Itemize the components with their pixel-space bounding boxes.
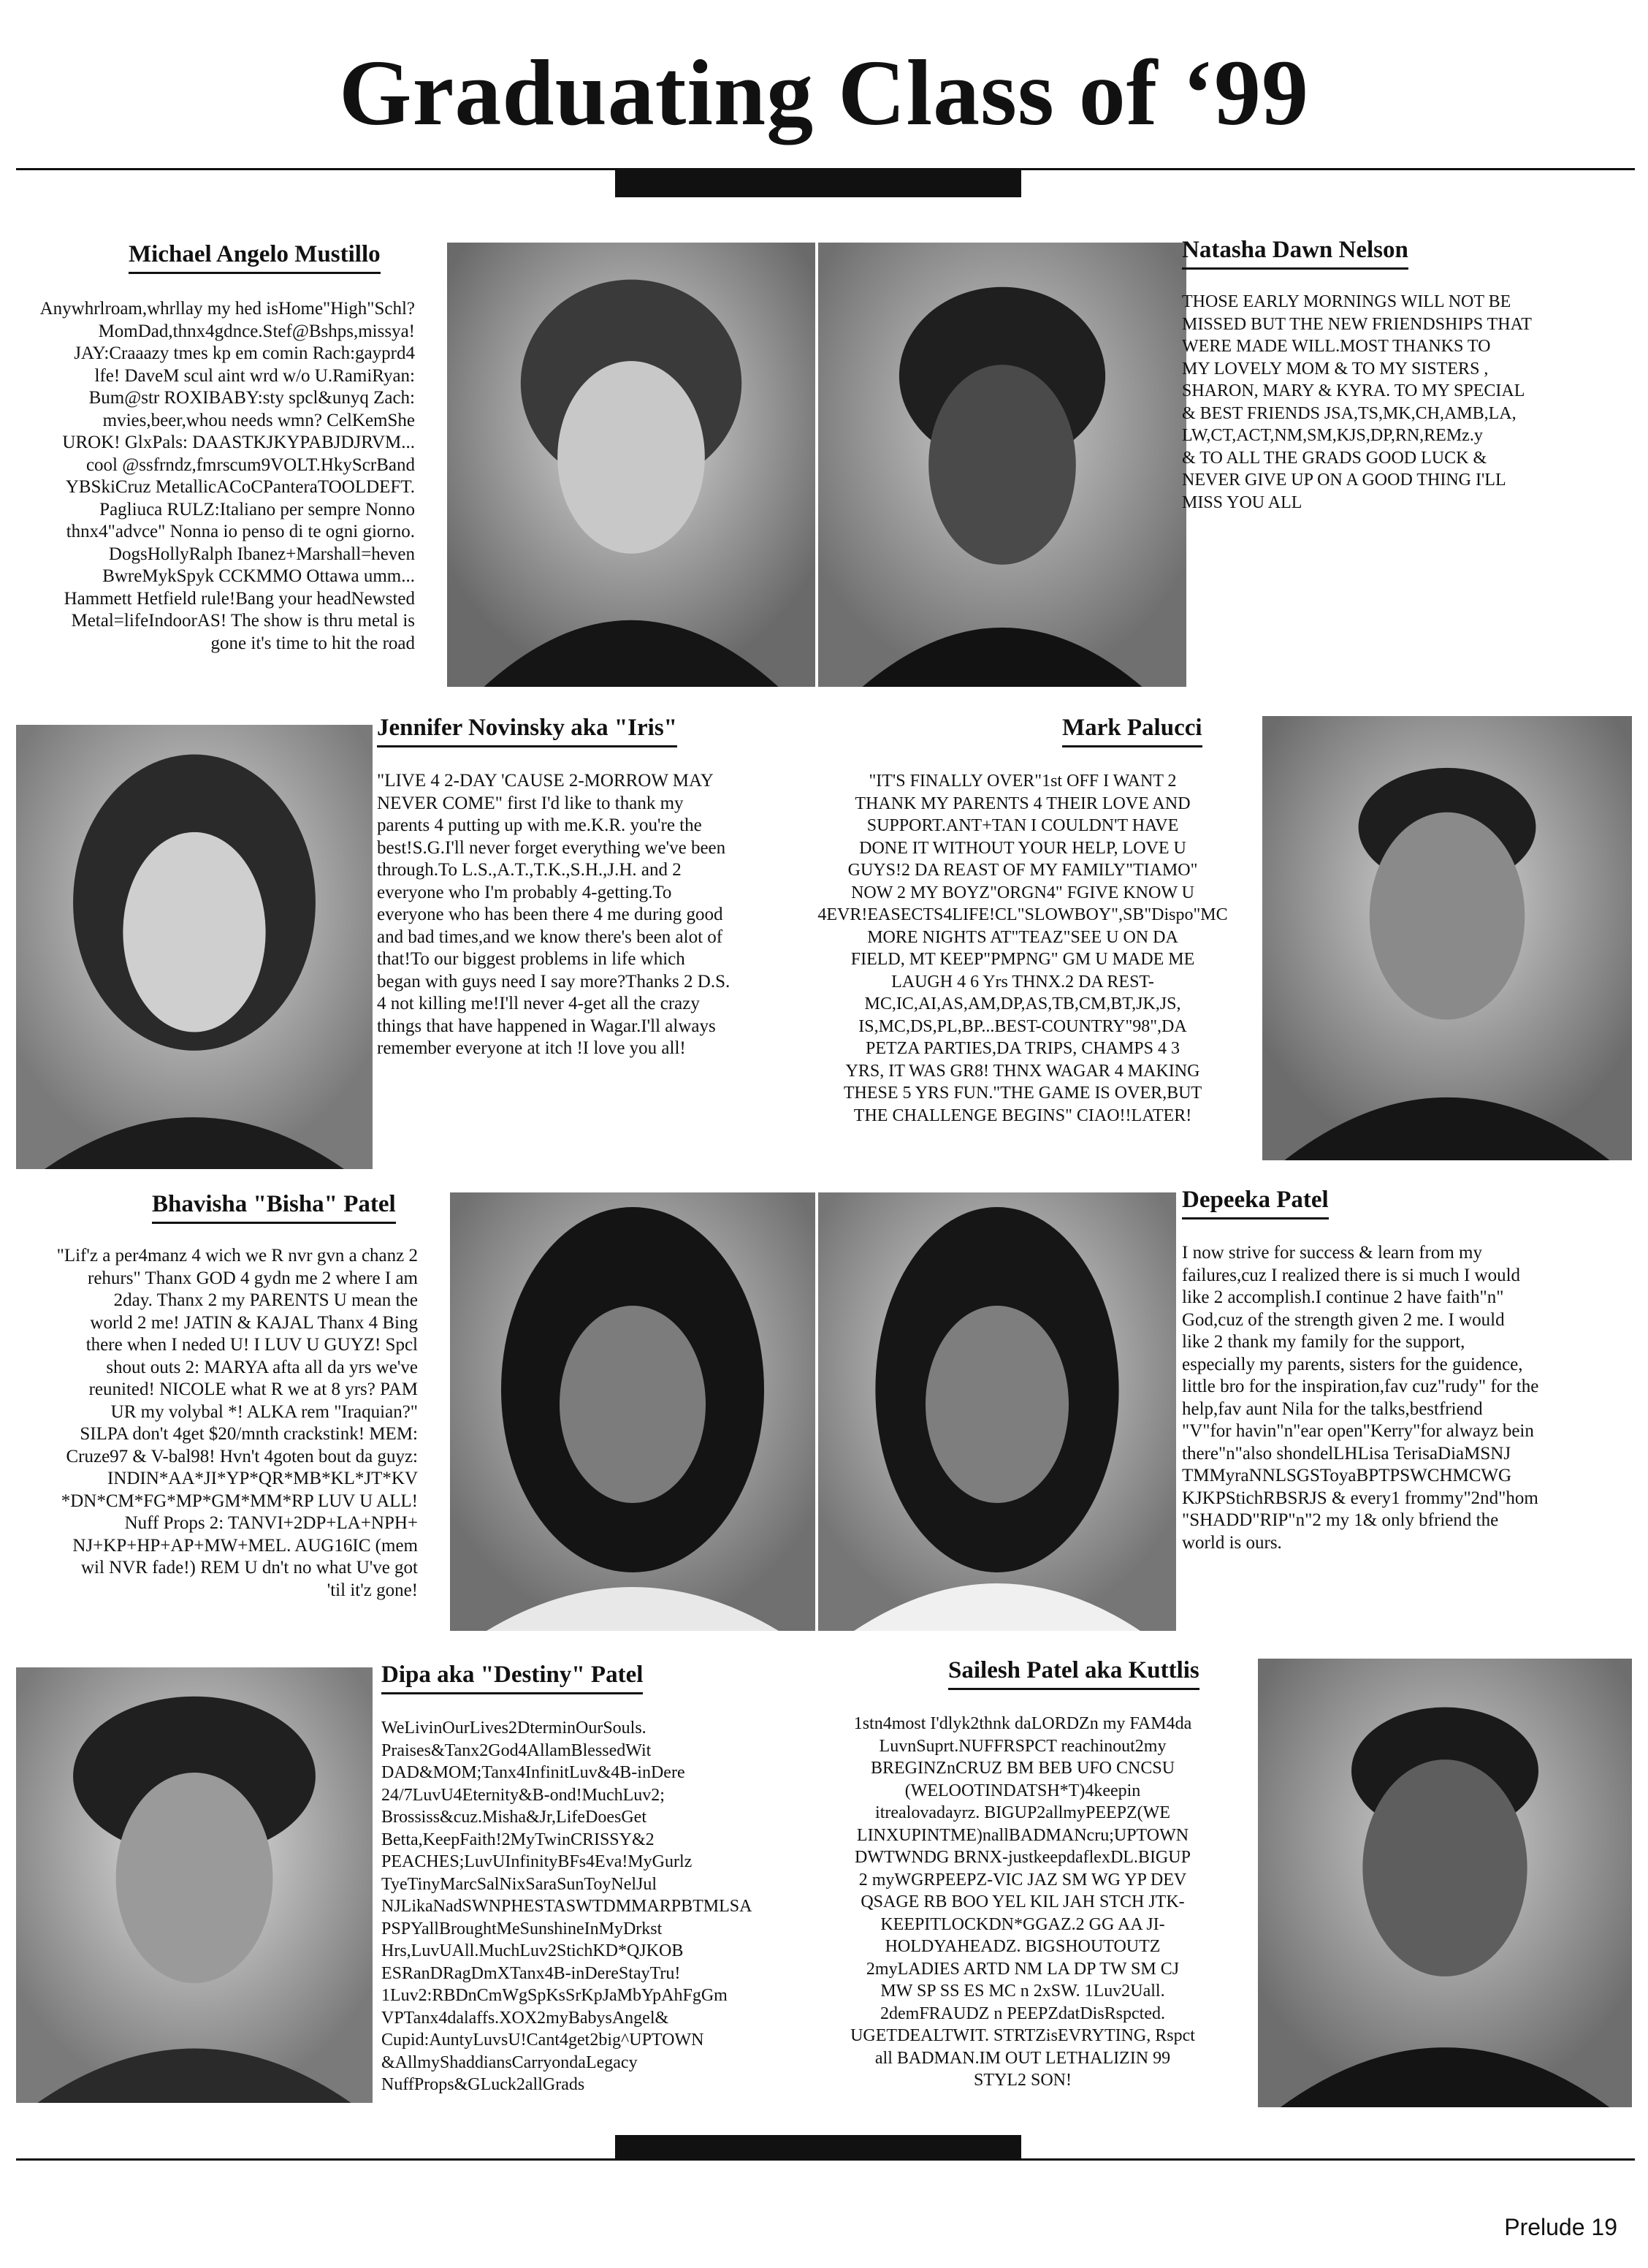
student-bio-palucci: "IT'S FINALLY OVER"1st OFF I WANT 2 THANK MY PARENTS 4 THEIR LOVE AND SUPPORT.ANT+TAN I COULDN'T HAVE DONE IT WITHOUT YOUR HELP, LOVE U GUYS!2 DA REAST OF MY FAMILY"TIAMO" NOW 2 MY BOYZ"ORGN4" FGIVE KNOW U 4EVR!EASECTS4LIFE!CL"SLOWBOY",SB"Dispo"MC MORE NIGHTS AT"TEAZ"SEE U ON DA FIELD, MT KEEP"PMPNG" GM U MADE ME LAUGH 4 6 Yrs THNX.2 DA REST- MC,IC,AI,AS,AM,DP,AS,TB,CM,BT,JK,JS, IS,MC,DS,PL,BP...BEST-COUNTRY"98",DA PETZA PARTIES,DA TRIPS, CHAMPS 4 3 YRS, IT WAS GR8! THNX WAGAR 4 MAKING THESE 5 YRS FUN."THE GAME IS OVER,BUT THE CHALLENGE BEGINS" CIAO!!LATER! [817, 772, 1228, 1125]
student-name-label: Dipa aka "Destiny" Patel [381, 1660, 643, 1694]
title-bar [615, 168, 1021, 197]
student-photo-palucci [1262, 716, 1632, 1160]
portrait-image [16, 1667, 373, 2103]
student-name-dipa [381, 1660, 643, 1694]
student-name-depeeka [1182, 1185, 1329, 1219]
student-bio-mustillo: Anywhrlroam,whrllay my hed isHome"High"Schl? MomDad,thnx4gdnce.Stef@Bshps,missya! JAY:Craaazy tmes kp em comin Rach:gayprd4 lfe! DaveM scul aint wrd w/o U.RamiRyan: Bum@str ROXIBABY:sty spcl&unyq Zach: mvies,beer,whou needs wmn? CelKemShe UROK! GlxPals: DAASTKJKYPABJDJRVM... cool @ssfrndz,fmrscum9VOLT.HkyScrBand YBSkiCruz MetallicACoCPanteraTOOLDEFT. Pagliuca RULZ:Italiano per sempre Nonno thnx4"advce" Nonna io penso di te ogni giorno. DogsHollyRalph Ibanez+Marshall=heven BwreMykSpyk CCKMMO Ottawa umm... Hammett Hetfield rule!Bang your headNewsted Metal=lifeIndoorAS! The show is thru metal is gone it's time to hit the road [39, 299, 415, 653]
page-title: Graduating Class of ‘99 [339, 41, 1309, 145]
student-name-label: Michael Angelo Mustillo [129, 240, 381, 274]
student-name-nelson [1182, 235, 1408, 270]
student-name-label: Natasha Dawn Nelson [1182, 235, 1408, 270]
portrait-image [818, 243, 1186, 687]
student-bio-nelson: THOSE EARLY MORNINGS WILL NOT BE MISSED BUT THE NEW FRIENDSHIPS THAT WERE MADE WILL.MOST THANKS TO MY LOVELY MOM & TO MY SISTERS , SHARON, MARY & KYRA. TO MY SPECIAL & BEST FRIENDS JSA,TS,MK,CH,AMB,LA, LW,CT,ACT,NM,SM,KJS,DP,RN,REMz.y & TO ALL THE GRADS GOOD LUCK & NEVER GIVE UP ON A GOOD THING I'LL MISS YOU ALL [1182, 292, 1532, 512]
student-photo-depeeka [818, 1192, 1176, 1631]
student-name-novinsky [377, 713, 677, 747]
portrait-image [1262, 716, 1632, 1160]
student-bio-dipa: WeLivinOurLives2DterminOurSouls. Praises&Tanx2God4AllamBlessedWit DAD&MOM;Tanx4InfinitLuv&4B-inDere 24/7LuvU4Eternity&B-ond!MuchLuv2; Brossiss&cuz.Misha&Jr,LifeDoesGet Betta,KeepFaith!2MyTwinCRISSY&2 PEACHES;LuvUInfinityBFs4Eva!MyGurlz TyeTinyMarcSalNixSaraSunToyNelJul NJLikaNadSWNPHESTASWTDMMARPBTMLSA PSPYallBroughtMeSunshineInMyDrkst Hrs,LuvUAll.MuchLuv2StichKD*QJKOB ESRanDRagDmXTanx4B-inDereStayTru! 1Luv2:RBDnCmWgSpKsSrKpJaMbYpAhFgGm VPTanx4dalaffs.XOX2myBabysAngel& Cupid:AuntyLuvsU!Cant4get2big^UPTOWN &AllmyShaddiansCarryondaLegacy NuffProps&GLuck2allGrads [381, 1719, 752, 2094]
student-photo-nelson [818, 243, 1186, 687]
student-photo-mustillo [447, 243, 815, 687]
portrait-image [818, 1192, 1176, 1631]
student-name-bhavisha [152, 1190, 396, 1224]
student-bio-bhavisha: "Lif'z a per4manz 4 wich we R nvr gvn a chanz 2 rehurs" Thanx GOD 4 gydn me 2 where I am 2day. Thanx 2 my PARENTS U mean the world 2 me! JATIN & KAJAL Thanx 4 Bing there when I neded U! I LUV U GUYZ! Spcl shout outs 2: MARYA afta all da yrs we've reunited! NICOLE what R we at 8 yrs? PAM UR my volybal *! ALKA rem "Iraquian?" SILPA don't 4get $20/mnth crackstink! MEM: Cruze97 & V-bal98! Hvn't 4goten bout da guyz: INDIN*AA*JI*YP*QR*MB*KL*JT*KV *DN*CM*FG*MP*GM*MM*RP LUV U ALL! Nuff Props 2: TANVI+2DP+LA+NPH+ NJ+KP+HP+AP+MW+MEL. AUG16IC (mem wil NVR fade!) REM U dn't no what U've got 'til it'z gone! [56, 1246, 418, 1600]
portrait-image [16, 725, 373, 1169]
student-photo-dipa [16, 1667, 373, 2103]
student-bio-sailesh: 1stn4most I'dlyk2thnk daLORDZn my FAM4da LuvnSuprt.NUFFRSPCT reachinout2my BREGINZnCRUZ BM BEB UFO CNCSU (WELOOTINDATSH*T)4keepin itrealovadayrz. BIGUP2allmyPEEPZ(WE LINXUPINTME)nallBADMANcru;UPTOWN DWTWNDG BRNX-justkeepdaflexDL.BIGUP 2 myWGRPEEPZ-VIC JAZ SM WG YP DEV QSAGE RB BOO YEL KIL JAH STCH JTK- KEEPITLOCKDN*GGAZ.2 GG AA JI- HOLDYAHEADZ. BIGSHOUTOUTZ 2myLADIES ARTD NM LA DP TW SM CJ MW SP SS ES MC n 2xSW. 1Luv2Uall. 2demFRAUDZ n PEEPZdatDisRspcted. UGETDEALTWIT. STRTZisEVRYTING, Rspct all BADMAN.IM OUT LETHALIZIN 99 STYL2 SON! [850, 1714, 1195, 2090]
portrait-image [447, 243, 815, 687]
bottom-bar [615, 2135, 1021, 2160]
page-footer: Prelude 19 [1504, 2214, 1617, 2240]
student-name-label: Sailesh Patel aka Kuttlis [948, 1656, 1199, 1690]
student-name-sailesh [948, 1656, 1199, 1690]
student-photo-novinsky [16, 725, 373, 1169]
portrait-image [450, 1192, 815, 1631]
student-name-label: Mark Palucci [1062, 713, 1202, 747]
student-name-label: Bhavisha "Bisha" Patel [152, 1190, 396, 1224]
portrait-image [1258, 1659, 1632, 2107]
student-photo-bhavisha [450, 1192, 815, 1631]
student-bio-depeeka: I now strive for success & learn from my failures,cuz I realized there is si much I would like 2 accomplish.I continue 2 have faith"n" God,cuz of the strength given 2 me. I would like 2 thank my family for the support, especially my parents, sisters for the guidence, little bro for the inspiration,fav cuz"rudy" for the help,fav aunt Nila for the talks,bestfriend "V"for havin"n"ear open"Kerry"for alwayz bein there"n"also shondelLHLisa TerisaDiaMSNJ TMMyraNNLSGSToyaBPTPSWCHMCWG KJKPStichRBSRJS & every1 frommy"2nd"hom "SHADD"RIP"n"2 my 1& only bfriend the world is ours. [1182, 1243, 1539, 1553]
student-name-label: Depeeka Patel [1182, 1185, 1329, 1219]
student-name-mustillo [129, 240, 381, 274]
student-photo-sailesh [1258, 1659, 1632, 2107]
student-name-label: Jennifer Novinsky aka "Iris" [377, 713, 677, 747]
student-name-palucci [1062, 713, 1202, 747]
student-bio-novinsky: "LIVE 4 2-DAY 'CAUSE 2-MORROW MAY NEVER COME" first I'd like to thank my parents 4 putting up with me.K.R. you're the best!S.G.I'll never forget everything we've been through.To L.S.,A.T.,T.K.,S.H.,J.H. and 2 everyone who I'm probably 4-getting.To everyone who has been there 4 me during good and bad times,and we know there's been alot of that!To our biggest problems in life which began with guys need I say more?Thanks 2 D.S. 4 not killing me!I'll never 4-get all the crazy things that have happened in Wagar.I'll always remember everyone at itch !I love you all! [377, 771, 730, 1058]
